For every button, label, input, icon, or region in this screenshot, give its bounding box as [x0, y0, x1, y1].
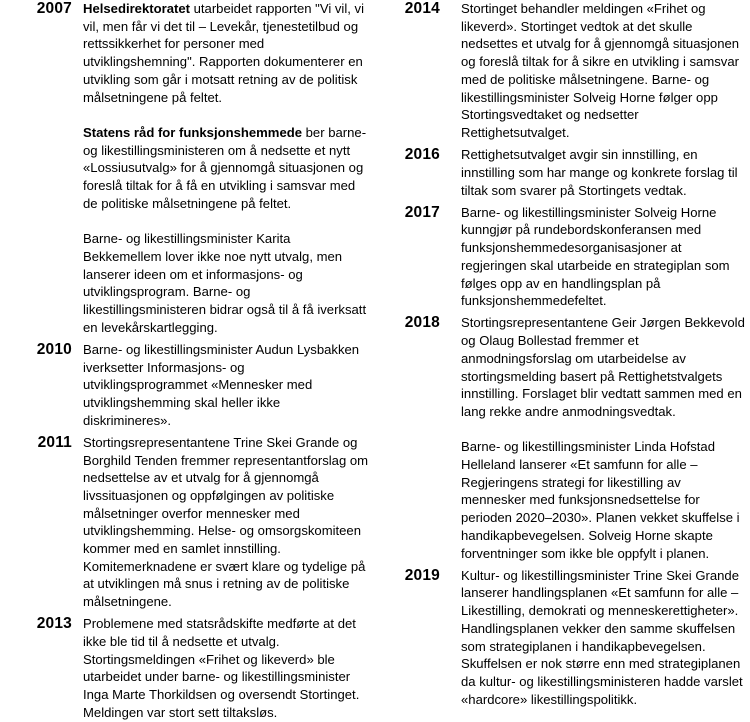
timeline-paragraph-text: Barne- og likestillingsminister Karita Bekkemellem lover ikke noe nytt utvalg, men lanserer ideen om et informasjons- og utviklingsprogram. Barne- og likestillingsministeren bidrar også til å få iverksatt en levekårskartlegging.	[83, 231, 367, 335]
timeline-column-left	[0, 0, 375, 720]
timeline-paragraph	[83, 230, 371, 336]
timeline-entry	[375, 146, 750, 199]
timeline-paragraph	[461, 204, 748, 310]
timeline-entry-body	[440, 204, 750, 310]
timeline-entry-body	[72, 615, 375, 721]
timeline-entry-body	[72, 0, 375, 336]
timeline-entry	[375, 567, 750, 709]
timeline-paragraph	[461, 146, 748, 199]
timeline-year-label: 2017	[404, 203, 440, 221]
timeline-entry-body	[440, 0, 750, 142]
timeline-entry-body	[72, 341, 375, 430]
timeline-paragraph-text: utarbeidet rapporten "Vi vil, vi vil, men får vi det til – Levekår, tjenestetilbud og rettssikkerhet for personer med utviklingshemning". Rapporten dokumenterer en utvikling som går i motsatt retning av de politisk målsetningene på feltet.	[83, 1, 364, 105]
timeline-paragraph	[461, 0, 748, 142]
timeline-paragraph-text: Problemene med statsrådskifte medførte at det ikke ble tid til å nedsette et utvalg. Stortingsmeldingen «Frihet og likeverd» ble utarbeidet under barne- og likestillingsminister Inga Marte Thorkildsen og oversendt Stortinget. Meldingen var stort sett tiltaksløs.	[83, 616, 360, 720]
timeline-entry	[0, 615, 375, 721]
timeline-year-label: 2016	[404, 146, 440, 164]
timeline-year-label: 2018	[404, 314, 440, 332]
timeline-paragraph-text: Stortingsrepresentantene Geir Jørgen Bekkevold og Olaug Bollestad fremmer et anmodningsforslag om utarbeidelse av stortingsmelding basert på Rettighetstvalgets innstilling. Forslaget blir vedtatt sammen med en lang rekke andre anmodningsvedtak.	[461, 315, 745, 419]
timeline-year-label: 2007	[36, 0, 72, 17]
timeline-paragraph-text: Stortingsrepresentantene Trine Skei Grande og Borghild Tenden fremmer representantforslag om nedsettelse av et utvalg for å gjennomgå livssituasjonen og oppfølgingen av politiske målsetninger overfor mennesker med utviklingshemming. Helse- og omsorgskomiteen kommer med en samlet innstilling. Komitemerknadene er svært klare og tydelige på at utviklingen må snus i retning av de politiske målsetningene.	[83, 434, 369, 610]
timeline-paragraph-text: Barne- og likestillingsminister Solveig Horne kunngjør på rundebordskonferansen med funksjonshemmedesorganisasjoner at regjeringen skal utarbeide en strategiplan som følges opp av en handlingsplan på funksjonshemmedefeltet.	[461, 204, 730, 309]
timeline-paragraph	[83, 434, 371, 611]
timeline-paragraph	[83, 0, 371, 106]
timeline-paragraph-text: Rettighetsutvalget avgir sin innstilling, en innstilling som har mange og konkrete forslag til tiltak som svarer på Stortingets vedtak.	[461, 147, 738, 198]
timeline-paragraph	[83, 615, 371, 721]
timeline-paragraph	[461, 438, 748, 562]
timeline-entry	[0, 341, 375, 430]
timeline-year-label: 2013	[36, 615, 72, 633]
timeline-entry	[375, 0, 750, 142]
timeline-entry	[0, 0, 375, 336]
timeline-entry	[375, 314, 750, 562]
timeline-paragraph	[461, 314, 748, 420]
timeline-year-label: 2014	[404, 0, 440, 17]
timeline-year-label: 2019	[404, 566, 440, 584]
timeline-column-right	[375, 0, 750, 707]
timeline-paragraph-text: Stortinget behandler meldingen «Frihet og likeverd». Stortinget vedtok at det skulle nedsettes et utvalg for å gjennomgå situasjonen og foreslå tiltak for å sikre en utvikling i samsvar med de politiske målsetningene. Barne- og likestillingsminister Solveig Horne følger opp Stortingsvedtaket og nedsetter Rettighetsutvalget.	[461, 1, 740, 140]
timeline-paragraph	[83, 341, 371, 430]
timeline-paragraph-text: ber barne- og likestillingsministeren om å nedsette et nytt «Lossiusutvalg» for å gjennomgå situasjonen og foreslå tiltak for å få en utvikling i samsvar med de politiske målsetningene på feltet.	[83, 124, 367, 211]
timeline-paragraph-lead: Helsedirektoratet	[83, 1, 190, 16]
timeline-paragraph-text: Barne- og likestillingsminister Linda Hofstad Helleland lanserer «Et samfunn for alle – Regjeringens strategi for likestilling av mennesker med funksjonsnedsettelse for perioden 2020–2030». Planen vekket skuffelse i handikapbevegelsen. Solveig Horne skapte forventninger som ikke ble oppfylt i planen.	[461, 439, 740, 561]
timeline-entry-body	[72, 434, 375, 611]
timeline-paragraph-lead: Statens råd for funksjonshemmede	[83, 124, 303, 140]
timeline-entry-body	[440, 146, 750, 199]
timeline-entry	[0, 434, 375, 611]
timeline-entry-body	[440, 314, 750, 562]
timeline-paragraph-text: Barne- og likestillingsminister Audun Lysbakken iverksetter Informasjons- og utviklingsprogrammet «Mennesker med utviklingshemming skal heller ikke diskrimineres».	[83, 341, 360, 428]
timeline-year-label: 2011	[37, 433, 72, 451]
timeline-paragraph	[461, 567, 748, 709]
timeline-entry-body	[440, 567, 750, 709]
timeline-paragraph	[83, 124, 371, 213]
timeline-paragraph-text: Kultur- og likestillingsminister Trine Skei Grande lanserer handlingsplanen «Et samfunn for alle – Likestilling, demokrati og menneskerettigheter». Handlingsplanen vekker den samme skuffelsen som strategiplanen i handikapbevegelsen. Skuffelsen er nok større enn med strategiplanen da kultur- og likestillingsministeren hadde varslet «hardcore» likestillingspolitikk.	[461, 567, 743, 707]
timeline-year-label: 2010	[36, 340, 72, 358]
timeline-entry	[375, 204, 750, 310]
